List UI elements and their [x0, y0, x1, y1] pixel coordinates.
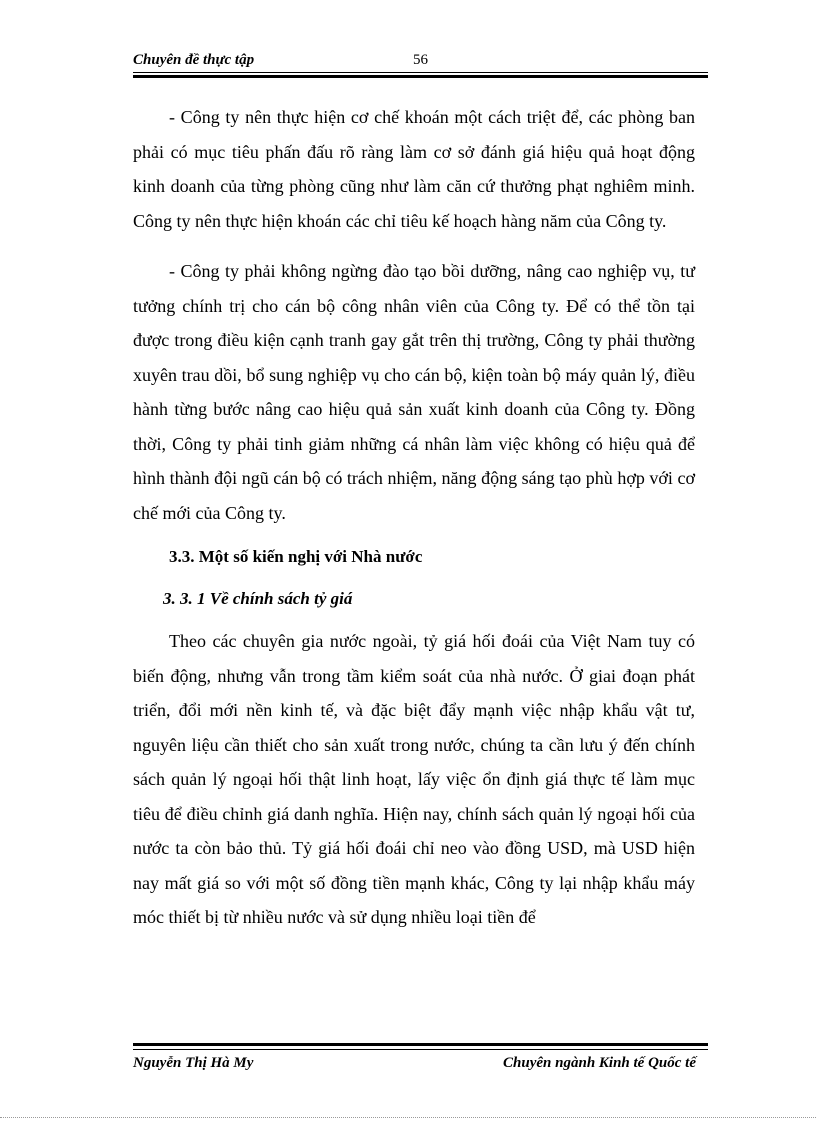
- footer-author: Nguyễn Thị Hà My: [133, 1055, 254, 1071]
- footer-major: Chuyên ngành Kinh tế Quốc tế: [503, 1055, 696, 1071]
- page-footer: [133, 1043, 708, 1083]
- paragraph: Theo các chuyên gia nước ngoài, tỷ giá hối đoái của Việt Nam tuy có biến động, nhưng vẫn trong tầm kiểm soát của nhà nước. Ở giai đoạn phát triển, đổi mới nền kinh tế, và đặc biệt đẩy mạnh việc nhập khẩu vật tư, nguyên liệu cần thiết cho sản xuất trong nước, chúng ta cần lưu ý đến chính sách quản lý ngoại hối thật linh hoạt, lấy việc ổn định giá thực tế làm mục tiêu để điều chỉnh giá danh nghĩa. Hiện nay, chính sách quản lý ngoại hối của nước ta còn bảo thủ. Tỷ giá hối đoái chỉ neo vào đồng USD, mà USD hiện nay mất giá so với một số đồng tiền mạnh khác, Công ty lại nhập khẩu máy móc thiết bị từ nhiều nước và sử dụng nhiều loại tiền để: [133, 631, 695, 927]
- page-body: [133, 100, 695, 935]
- section-heading: 3.3. Một số kiến nghị với Nhà nước: [169, 547, 423, 566]
- header-title: Chuyên đề thực tập: [133, 52, 255, 68]
- page-edge-divider: [0, 1117, 816, 1118]
- paragraph: - Công ty phải không ngừng đào tạo bồi dưỡng, nâng cao nghiệp vụ, tư tưởng chính trị cho cán bộ công nhân viên của Công ty. Để có thể tồn tại được trong điều kiện cạnh tranh gay gắt trên thị trường, Công ty phải thường xuyên trau dồi, bổ sung nghiệp vụ cho cán bộ, kiện toàn bộ máy quản lý, điều hành từng bước nâng cao hiệu quả sản xuất kinh doanh của Công ty. Đồng thời, Công ty phải tinh giảm những cá nhân làm việc không có hiệu quả để hình thành đội ngũ cán bộ có trách nhiệm, năng động sáng tạo phù hợp với cơ chế mới của Công ty.: [133, 261, 695, 523]
- header-rule-thick: [133, 75, 708, 78]
- footer-rule-thick: [133, 1043, 708, 1046]
- page-number: 56: [413, 52, 428, 68]
- footer-rule: [133, 1049, 708, 1050]
- subsection-heading: 3. 3. 1 Về chính sách tỷ giá: [163, 589, 353, 608]
- header-rule: [133, 72, 708, 73]
- page-header: [133, 50, 708, 80]
- paragraph: - Công ty nên thực hiện cơ chế khoán một cách triệt để, các phòng ban phải có mục tiêu phấn đấu rõ ràng làm cơ sở đánh giá hiệu quả hoạt động kinh doanh của từng phòng cũng như làm căn cứ thưởng phạt nghiêm minh. Công ty nên thực hiện khoán các chỉ tiêu kế hoạch hàng năm của Công ty.: [133, 107, 695, 231]
- paragraph-gap: [133, 238, 695, 254]
